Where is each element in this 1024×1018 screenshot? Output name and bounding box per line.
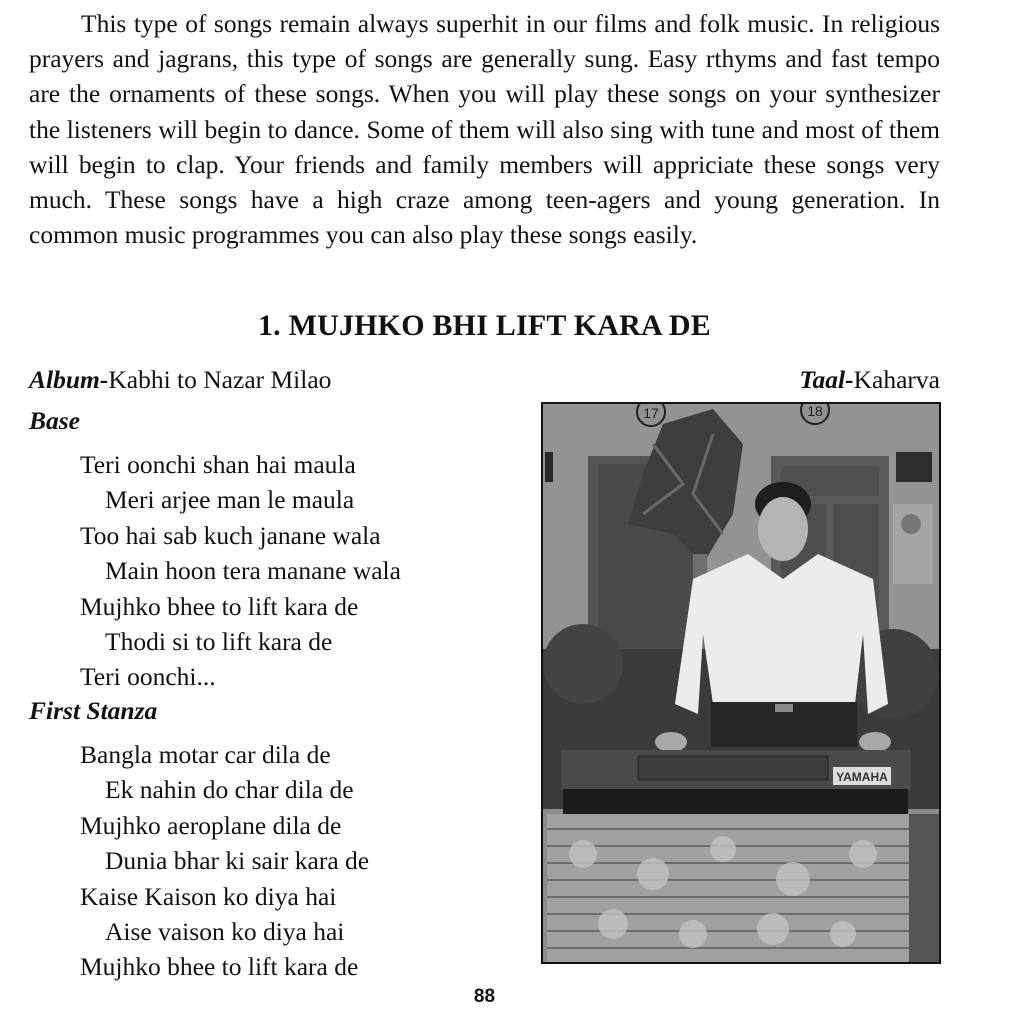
lyric-line: Meri arjee man le maula [105, 485, 355, 515]
song-title: 1. MUJHKO BHI LIFT KARA DE [257, 309, 712, 342]
door-number-18: 18 [807, 404, 823, 419]
album-label: Album- [29, 365, 109, 394]
lyric-line: Bangla motar car dila de [80, 740, 331, 769]
lyric-line: Ek nahin do char dila de [105, 775, 354, 805]
taal-value: Kaharva [853, 365, 940, 394]
lyrics-base [80, 447, 401, 695]
intro-text [29, 6, 940, 252]
lyrics-first-stanza [80, 737, 369, 985]
lyric-line: Dunia bhar ki sair kara de [105, 846, 370, 876]
taal-label: Taal- [799, 365, 854, 394]
lyric-line: Teri oonchi shan hai maula [80, 450, 356, 479]
lyric-line: Mujhko bhee to lift kara de [80, 952, 359, 982]
section-heading-first-stanza: First Stanza [29, 696, 158, 725]
lyric-line: Main hoon tera manane wala [105, 556, 401, 586]
lyric-line: Too hai sab kuch janane wala [80, 520, 381, 550]
intro-paragraph: This type of songs remain always superhit in our films and folk music. In religious prayers and jagrans, this type of songs are generally sung. Easy rthyms and fast tempo are the ornaments of these songs. When you will play these songs on your synthesizer the listeners will begin to dance. Some of them will also sing with tune and most of them will begin to clap. Your friends and family members will appriciate these songs very much. These songs have a high craze among teen-agers and young generation. In common music programmes you can also play these songs easily. [29, 9, 940, 250]
section-heading-base: Base [29, 406, 80, 435]
lyric-line: Kaise Kaison ko diya hai [80, 881, 337, 911]
photo-illustration [543, 404, 939, 962]
taal-info [799, 365, 940, 395]
album-info [29, 365, 331, 395]
page-number: 88 [473, 986, 496, 1007]
lyric-line: Teri oonchi... [80, 662, 216, 692]
lyric-line: Aise vaison ko diya hai [105, 917, 345, 947]
photo-man-playing-keyboard [541, 402, 941, 964]
lyric-line: Mujhko bhee to lift kara de [80, 591, 359, 621]
album-value: Kabhi to Nazar Milao [108, 365, 332, 394]
keyboard-brand-label: YAMAHA [836, 770, 888, 784]
lyric-line: Thodi si to lift kara de [105, 627, 333, 657]
lyric-line: Mujhko aeroplane dila de [80, 810, 342, 840]
door-number-17: 17 [643, 405, 659, 421]
